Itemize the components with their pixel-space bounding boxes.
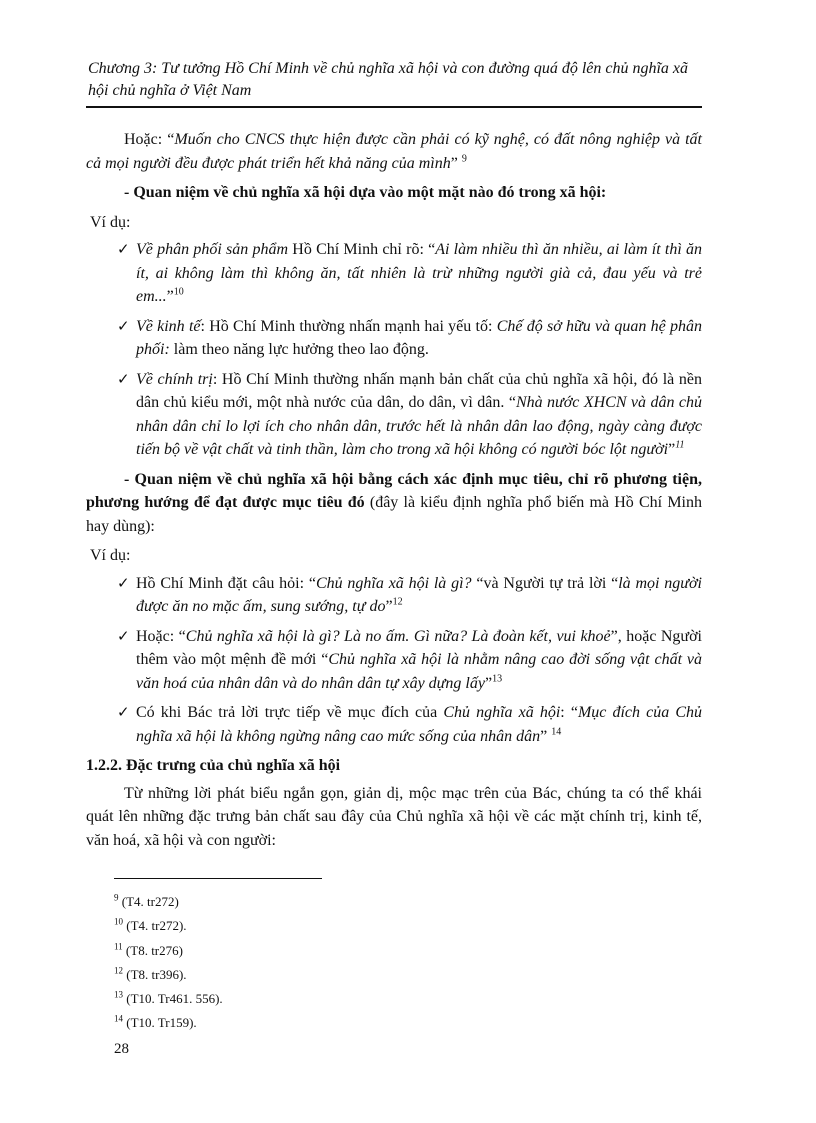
footnote-number: 12 bbox=[114, 965, 123, 976]
item2-label: Về kinh tế bbox=[136, 317, 201, 335]
footnote bbox=[114, 939, 223, 963]
item6-close: ” bbox=[540, 727, 552, 745]
footnote bbox=[114, 987, 223, 1011]
item3-close: ” bbox=[668, 441, 676, 458]
item6-em: Chủ nghĩa xã hội bbox=[443, 704, 561, 721]
p1-quote: Muốn cho CNCS thực hiện được cần phải có kỹ nghệ, có đất nông nghiệp và tất cả mọi người đều được phát triển hết khả năng của mình bbox=[86, 131, 702, 172]
item4-q1: Chủ nghĩa xã hội là gì? bbox=[315, 574, 472, 592]
footnote bbox=[114, 963, 223, 987]
item5-text: Hoặc: “ bbox=[136, 627, 186, 645]
footnote-number: 10 bbox=[114, 916, 123, 927]
section-heading-2 bbox=[86, 468, 702, 539]
section-heading-3: 1.2.2. Đặc trưng của chủ nghĩa xã hội bbox=[86, 757, 341, 774]
footnote-divider bbox=[114, 878, 322, 879]
item6-quote: Mục đích của Chủ nghĩa xã hội là không ngừng nâng cao mức sống của nhân dân bbox=[136, 704, 703, 745]
running-header bbox=[88, 58, 700, 102]
item3-label: Về chính trị bbox=[136, 370, 213, 388]
footnote-text: (T4. tr272) bbox=[118, 894, 179, 909]
item3-quote: Nhà nước XHCN và dân chủ nhân dân chỉ lo lợi ích cho nhân dân, trước hết là nhân dân lao động, ngày càng được tiến bộ về vật chất và tinh thần, làm cho trong xã hội không có người bóc lột người bbox=[136, 394, 702, 458]
checkmark-icon: ✓ bbox=[117, 626, 130, 645]
footnote-number: 13 bbox=[114, 989, 123, 1000]
header-divider bbox=[86, 106, 702, 108]
list-item bbox=[86, 572, 702, 619]
section3-paragraph: Từ những lời phát biểu ngắn gọn, giản dị, mộc mạc trên của Bác, chúng ta có thể khái quát lên những đặc trưng bản chất sau đây của Chủ nghĩa xã hội về các mặt chính trị, kinh tế, văn hoá, xã hội và con người: bbox=[86, 784, 702, 849]
paragraph-quote-cncs bbox=[86, 128, 702, 175]
example-label-2: Ví dụ: bbox=[90, 547, 131, 564]
example-label-1: Ví dụ: bbox=[90, 213, 131, 231]
page-number: 28 bbox=[114, 1041, 129, 1057]
item5-q2: Chủ nghĩa xã hội là nhằm nâng cao đời sống vật chất và văn hoá của nhân dân và do nhân dân tự xây dựng lấy bbox=[136, 651, 703, 692]
item5-mid: ”, hoặc Người thêm vào một mệnh đề mới “ bbox=[136, 627, 703, 668]
section2-heading: - Quan niệm về chủ nghĩa xã hội bằng cách xác định mục tiêu, chỉ rõ phương tiện, phương hướng để đạt được mục tiêu đó bbox=[86, 470, 702, 511]
list-item bbox=[86, 238, 702, 309]
header-line-2: hội chủ nghĩa ở Việt Nam bbox=[88, 82, 252, 99]
item1-quote: Ai làm nhiều thì ăn nhiều, ai làm ít thì ăn ít, ai không làm thì không ăn, tất nhiên là trừ những người già cả, đau yếu và trẻ em... bbox=[136, 241, 702, 305]
footnote-text: (T10. Tr461. 556). bbox=[123, 991, 223, 1007]
footnote-ref-12: 12 bbox=[392, 596, 403, 608]
list-item bbox=[86, 701, 702, 748]
item4-q2: là mọi người được ăn no mặc ấm, sung sướng, tự do bbox=[136, 574, 702, 615]
checkmark-icon: ✓ bbox=[117, 369, 130, 388]
p1-lead: Hoặc: “ bbox=[124, 131, 175, 148]
checkmark-icon: ✓ bbox=[117, 316, 130, 335]
list-item bbox=[86, 315, 702, 362]
footnote-number: 11 bbox=[114, 941, 123, 952]
item2-rest: làm theo năng lực hưởng theo lao động. bbox=[169, 341, 429, 358]
checkmark-icon: ✓ bbox=[117, 240, 130, 258]
item2-text: : Hồ Chí Minh thường nhấn mạnh hai yếu tố: bbox=[200, 317, 497, 335]
footnote-ref-14: 14 bbox=[551, 726, 562, 738]
item2-em: Chế độ sở hữu và quan hệ phân phối: bbox=[136, 317, 702, 358]
list-item bbox=[86, 368, 702, 462]
item1-close: ” bbox=[166, 288, 174, 305]
item1-text: Hồ Chí Minh chỉ rõ: “ bbox=[288, 241, 436, 258]
header-line-1: Chương 3: Tư tưởng Hồ Chí Minh về chủ nghĩa xã hội và con đường quá độ lên chủ nghĩa xã bbox=[88, 60, 689, 77]
item4-text: Hồ Chí Minh đặt câu hỏi: “ bbox=[136, 574, 316, 592]
list-item bbox=[86, 625, 702, 696]
item6-text: Có khi Bác trả lời trực tiếp về mục đích của bbox=[136, 704, 444, 721]
footnote-text: (T8. tr396). bbox=[123, 966, 187, 982]
footnote-number: 14 bbox=[114, 1014, 123, 1025]
body-content bbox=[86, 128, 702, 858]
footnote-ref-13: 13 bbox=[492, 673, 503, 685]
footnote-text: (T4. tr272). bbox=[123, 918, 187, 934]
checkmark-icon: ✓ bbox=[117, 573, 130, 592]
footnotes bbox=[114, 890, 223, 1036]
item4-close: ” bbox=[385, 598, 393, 615]
footnote-ref-9: 9 bbox=[461, 153, 467, 165]
footnote-text: (T8. tr276) bbox=[122, 942, 183, 958]
footnote bbox=[114, 914, 223, 938]
footnote-number: 9 bbox=[114, 892, 119, 903]
item4-mid: “và Người tự trả lời “ bbox=[471, 574, 619, 592]
item1-label: Về phân phối sản phẩm bbox=[136, 241, 289, 258]
item5-q1: Chủ nghĩa xã hội là gì? Là no ấm. Gì nữa? Là đoàn kết, vui khoẻ bbox=[185, 627, 611, 645]
p1-close: ” bbox=[450, 154, 462, 172]
footnote bbox=[114, 890, 223, 914]
section-heading-1: - Quan niệm về chủ nghĩa xã hội dựa vào một mặt nào đó trong xã hội: bbox=[124, 184, 607, 201]
footnote bbox=[114, 1011, 223, 1035]
item3-text: : Hồ Chí Minh thường nhấn mạnh bản chất của chủ nghĩa xã hội, đó là nền dân chủ kiểu mới, một nhà nước của dân, do dân, vì dân. “ bbox=[136, 370, 703, 411]
section2-rest: (đây là kiểu định nghĩa phổ biến mà Hồ Chí Minh hay dùng): bbox=[86, 494, 702, 535]
footnote-ref-10: 10 bbox=[173, 286, 184, 298]
checkmark-icon: ✓ bbox=[117, 703, 130, 721]
item6-mid: : “ bbox=[560, 704, 578, 721]
item5-close: ” bbox=[484, 674, 493, 692]
footnote-ref-11: 11 bbox=[675, 439, 685, 451]
footnote-text: (T10. Tr159). bbox=[123, 1015, 197, 1031]
